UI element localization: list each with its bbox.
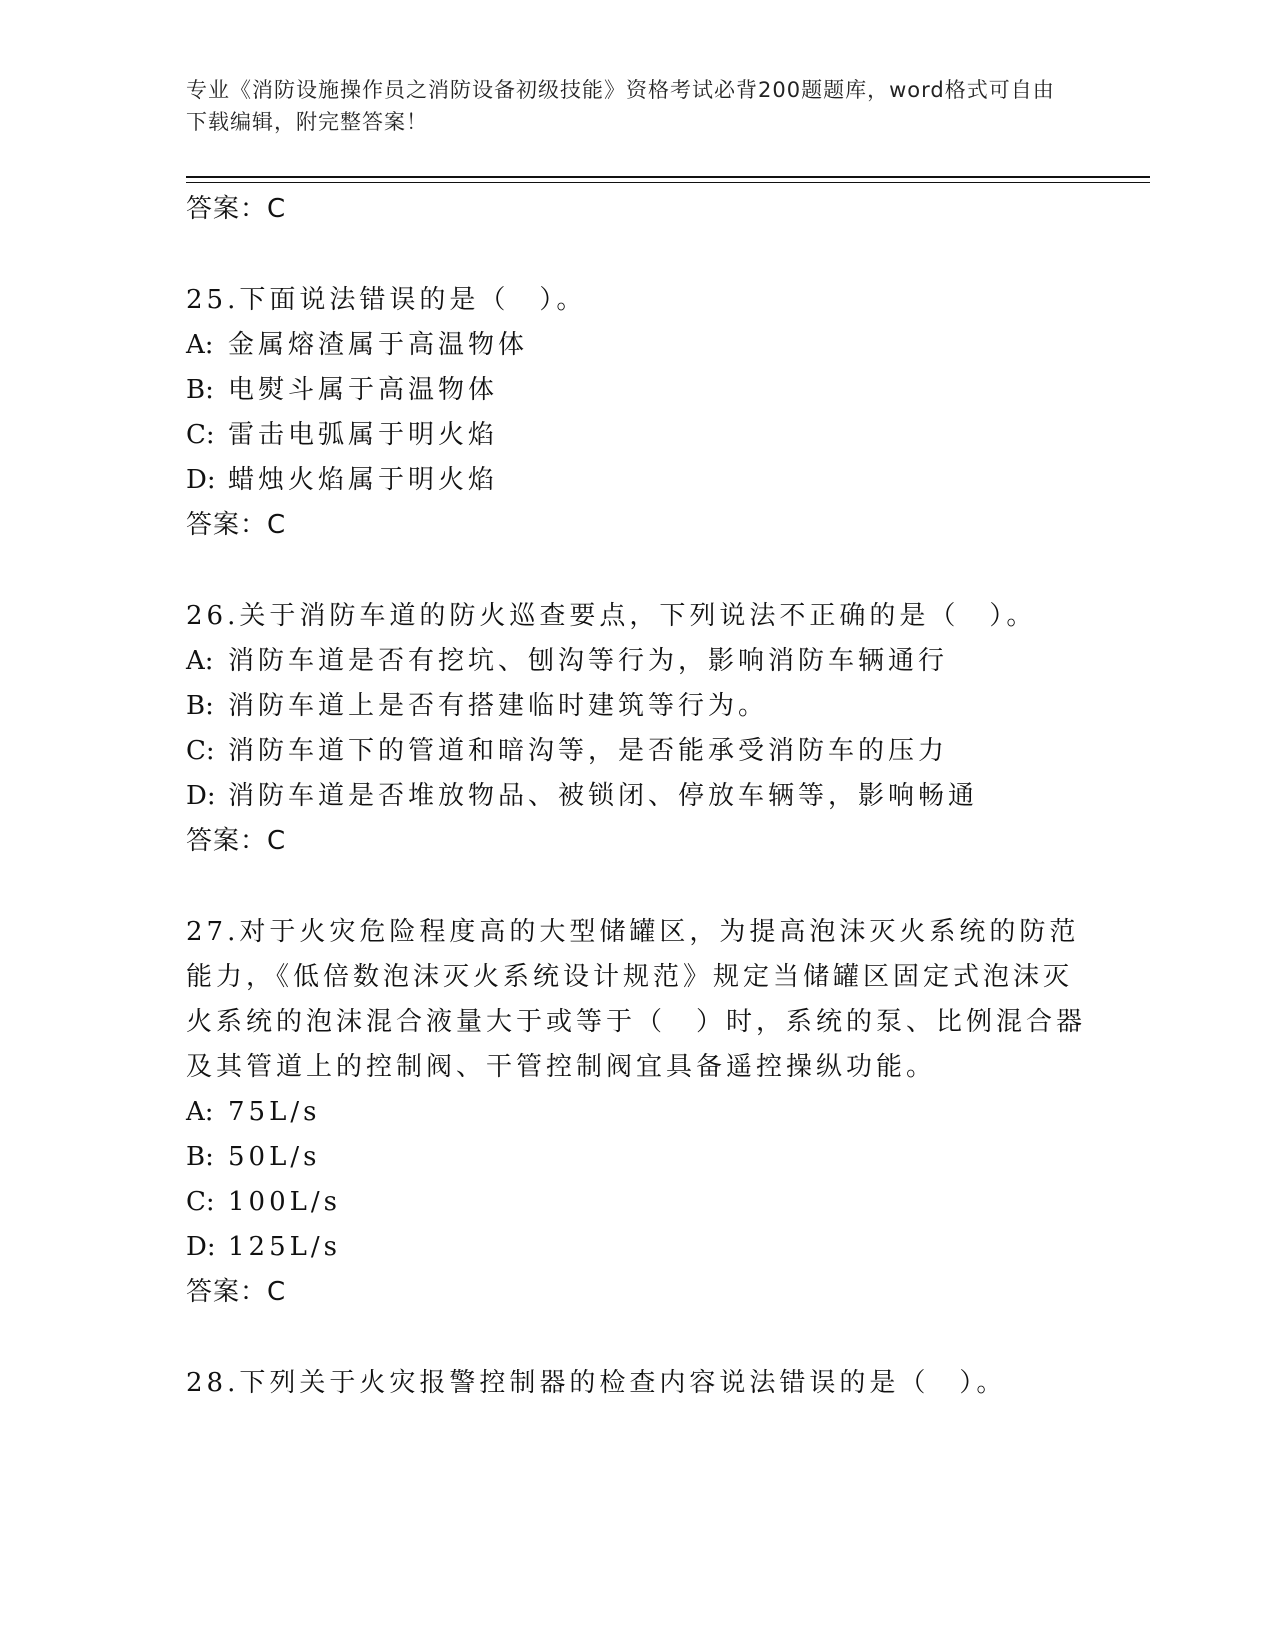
option-text: 75L/s xyxy=(228,1097,321,1127)
option-text: 电熨斗属于高温物体 xyxy=(228,375,499,405)
question-26-option-a xyxy=(186,639,1086,684)
option-label: B: xyxy=(186,691,214,721)
option-label: A: xyxy=(186,330,214,360)
question-27-option-a xyxy=(186,1090,1086,1135)
question-25-option-a xyxy=(186,323,1086,368)
header-divider-thick xyxy=(186,176,1150,178)
option-text: 50L/s xyxy=(228,1142,321,1172)
answer-line: 答案：C xyxy=(186,194,287,224)
option-label: C: xyxy=(186,420,215,450)
document-header: 专业《消防设施操作员之消防设备初级技能》资格考试必背200题题库，word格式可自由下载编辑，附完整答案！ xyxy=(186,78,1055,134)
question-25-answer: 答案：C xyxy=(186,510,287,540)
option-text: 雷击电弧属于明火焰 xyxy=(228,420,499,450)
question-27-option-b xyxy=(186,1135,1086,1180)
option-text: 金属熔渣属于高温物体 xyxy=(228,330,529,360)
question-26-option-b xyxy=(186,684,1086,729)
option-label: A: xyxy=(186,1097,214,1127)
option-label: D: xyxy=(186,1232,216,1262)
option-text: 125L/s xyxy=(228,1232,341,1262)
option-text: 消防车道是否有挖坑、刨沟等行为，影响消防车辆通行 xyxy=(228,646,949,676)
spacer xyxy=(186,863,1086,910)
question-26-option-d xyxy=(186,774,1086,819)
option-label: B: xyxy=(186,375,214,405)
question-27-answer: 答案：C xyxy=(186,1277,287,1307)
option-label: D: xyxy=(186,465,216,495)
spacer xyxy=(186,1314,1086,1361)
question-27-option-c xyxy=(186,1180,1086,1225)
question-list xyxy=(186,187,1086,1406)
option-text: 消防车道下的管道和暗沟等，是否能承受消防车的压力 xyxy=(228,736,949,766)
option-label: B: xyxy=(186,1142,214,1172)
question-27-stem: 27.对于火灾危险程度高的大型储罐区，为提高泡沫灭火系统的防范能力，《低倍数泡沫灭火系统设计规范》规定当储罐区固定式泡沫灭火系统的泡沫混合液量大于或等于（ ）时，系统的泵、比例混合器及其管道上的控制阀、干管控制阀宜具备遥控操纵功能。 xyxy=(186,917,1087,1082)
question-26-option-c xyxy=(186,729,1086,774)
header-divider-thin xyxy=(186,182,1150,183)
option-text: 消防车道上是否有搭建临时建筑等行为。 xyxy=(228,691,769,721)
spacer xyxy=(186,231,1086,278)
option-text: 100L/s xyxy=(228,1187,341,1217)
option-text: 消防车道是否堆放物品、被锁闭、停放车辆等，影响畅通 xyxy=(228,781,979,811)
question-25-option-b xyxy=(186,368,1086,413)
question-28-stem: 28.下列关于火灾报警控制器的检查内容说法错误的是（ ）。 xyxy=(186,1368,1007,1398)
question-27-option-d xyxy=(186,1225,1086,1270)
question-25-option-c xyxy=(186,413,1086,458)
question-26-stem: 26.关于消防车道的防火巡查要点，下列说法不正确的是（ ）。 xyxy=(186,601,1037,631)
option-label: C: xyxy=(186,1187,215,1217)
option-label: A: xyxy=(186,646,214,676)
question-25-stem: 25.下面说法错误的是（ ）。 xyxy=(186,285,587,315)
option-label: C: xyxy=(186,736,215,766)
option-text: 蜡烛火焰属于明火焰 xyxy=(228,465,499,495)
option-label: D: xyxy=(186,781,216,811)
spacer xyxy=(186,547,1086,594)
question-25-option-d xyxy=(186,458,1086,503)
question-26-answer: 答案：C xyxy=(186,826,287,856)
